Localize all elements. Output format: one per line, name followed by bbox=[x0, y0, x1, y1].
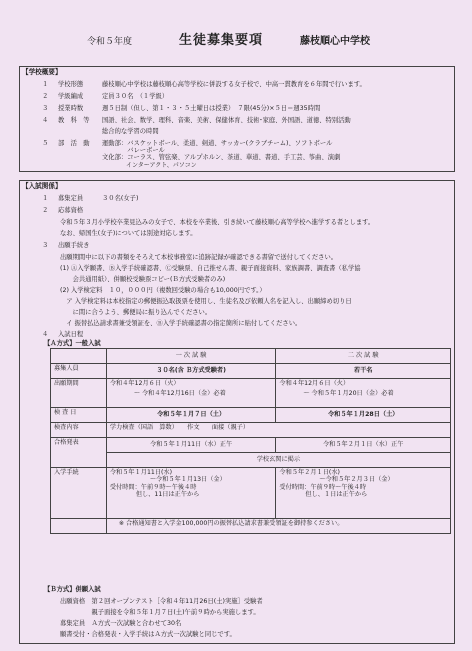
procedure-line-7: イ 振替払込請求書兼受領証を、Ⓑ入学手続確認書の指定箇所に貼付してください。 bbox=[60, 320, 302, 327]
overview-item-5-line2: バレーボール bbox=[102, 147, 165, 154]
recruit-label: 募集人員 bbox=[51, 364, 107, 379]
period-first: 令和４年12月６日（火） ～ 令和４年12月16日（金）必着 bbox=[106, 379, 276, 408]
page-title: 生徒募集要項 bbox=[179, 33, 264, 48]
exam-schedule-table bbox=[50, 348, 451, 534]
result-first: 令和５年１月11日（水）正午 bbox=[106, 438, 276, 453]
overview-item-5-line3: 文化部：コーラス、管弦楽、アルプホルン、茶道、華道、書道、手工芸、筝曲、演劇 bbox=[102, 154, 341, 161]
subjects-value: 学力検査（国語 算数） 作文 面接（親子） bbox=[106, 423, 450, 438]
overview-item-3: ３ 授業時数 週５日制（但し、第１・３・５土曜日は授業） ７限(45分)×５日＝週35時間 bbox=[42, 105, 321, 112]
enroll-footnote: ※ 合格通知書と入学金100,000円の振替払込請求書兼受領証を御持参ください。 bbox=[106, 519, 450, 534]
procedure-line-6: に間に合うよう、郵便局に振り込んでください。 bbox=[60, 309, 212, 316]
procedure-line-5: ア 入学検定料は本校指定の郵便振込取扱票を使用し、生徒名及び依頼人名を記入し、出願締め切り日 bbox=[60, 298, 352, 305]
period-label: 出願期間 bbox=[51, 379, 107, 408]
recruit-first: ３０名(含 Ｂ方式受験者) bbox=[106, 364, 276, 379]
overview-item-4: ４ 教 科 等 国語、社会、数学、理科、音楽、美術、保健体育、技術･家庭、外国語、道徳、特別活動 bbox=[42, 117, 351, 124]
method-b-line-3: 募集定員 Ａ方式一次試験と合わせて30名 bbox=[60, 620, 182, 627]
document-header bbox=[0, 33, 472, 53]
method-b-heading: 【Ｂ方式】併願入試 bbox=[44, 586, 101, 593]
result-second: 令和５年２月１日（水）正午 bbox=[276, 438, 451, 453]
method-b-line-1: 出願資格 第２回オープンテスト［令和４年11月26日(土)実施］受験者 bbox=[60, 598, 263, 605]
exam-date-first: 令和５年１月７日（土） bbox=[106, 408, 276, 423]
overview-item-5: ５ 部 活 動 運動部：バスケットボール、柔道、剣道、サッカー(クラブチーム)、ソフトボール bbox=[42, 140, 333, 147]
header-year: 令和５年度 bbox=[87, 37, 133, 47]
capacity-row: １ 募集定員 ３０名(女子) bbox=[42, 195, 139, 202]
procedure-line-4: (2) 入学検定料 １０，０００円（複数回受験の場合も10,000円です。） bbox=[60, 287, 266, 294]
result-notice: 学校玄関に掲示 bbox=[106, 453, 450, 468]
overview-heading: 【学校概要】 bbox=[22, 68, 62, 76]
result-label: 合格発表 bbox=[51, 438, 107, 468]
overview-item-4-line2: 総合的な学習の時間 bbox=[102, 128, 159, 135]
method-b-line-4: 願書受付・合格発表・入学手続はＡ方式一次試験と同じです。 bbox=[60, 631, 236, 638]
overview-item-2: ２ 学級編成 定員３０名 （１学級） bbox=[42, 93, 169, 100]
period-second: 令和４年12月６日（火） ～ 令和５年１月20日（金）必着 bbox=[276, 379, 451, 408]
enroll-second: 令和５年２月１日(水) ～令和５年２月３日（金） 受付時間：午前９時～午後４時 但し、１日は正午から bbox=[276, 468, 451, 519]
exam-date-second: 令和５年１月28日（土） bbox=[276, 408, 451, 423]
overview-item-5-line4: インターアクト、パソコン bbox=[102, 162, 197, 169]
method-b-line-2: 親子面接を令和５年１月７日(土)午前９時から実施します。 bbox=[60, 609, 260, 616]
col-second-exam: 二 次 試 験 bbox=[276, 349, 451, 364]
eligibility-line-1: 令和５年３月小学校卒業見込みの女子で、本校を卒業後、引き続いて藤枝順心高等学校へ進学する者とします。 bbox=[60, 219, 375, 226]
eligibility-row: ２ 応募資格 bbox=[42, 207, 84, 214]
method-a-heading: 【Ａ方式】一般入試 bbox=[44, 340, 101, 347]
enroll-first: 令和５年１月11日(水) ～令和５年１月13日（金） 受付時間：午前９時～午後４時 但し、11日は正午から bbox=[106, 468, 276, 519]
recruit-second: 若干名 bbox=[276, 364, 451, 379]
procedure-line-2: (1) Ⓐ入学願書、Ⓑ入学手続確認書、Ⓒ受験票、自己推せん書、親子面接資料、家族調書、調査書（私学協 bbox=[60, 265, 361, 272]
procedure-line-3: 会共通用紙）、併願校受験票コピー(Ｂ方式受験者のみ) bbox=[60, 276, 226, 283]
exam-date-label: 検 査 日 bbox=[51, 408, 107, 423]
procedure-line-1: 出願期間中に以下の書類をそろえて本校事務室に追跡記録が確認できる書留で送付してください。 bbox=[60, 254, 338, 261]
procedure-row: ３ 出願手続き bbox=[42, 242, 90, 249]
admission-heading: 【入試関係】 bbox=[22, 182, 62, 190]
dates-row: ４ 入試日程 bbox=[42, 331, 84, 338]
subjects-label: 検査内容 bbox=[51, 423, 107, 438]
eligibility-line-2: なお、帰国生(女子)については別途対応します。 bbox=[60, 230, 197, 237]
school-name: 藤枝順心中学校 bbox=[300, 36, 370, 47]
overview-item-1: １ 学校形態 藤枝順心中学校は藤枝順心高等学校に併設する女子校で、中高一貫教育を６年間で行います。 bbox=[42, 81, 366, 88]
enroll-label: 入学手続 bbox=[51, 468, 107, 519]
col-first-exam: 一 次 試 験 bbox=[106, 349, 276, 364]
